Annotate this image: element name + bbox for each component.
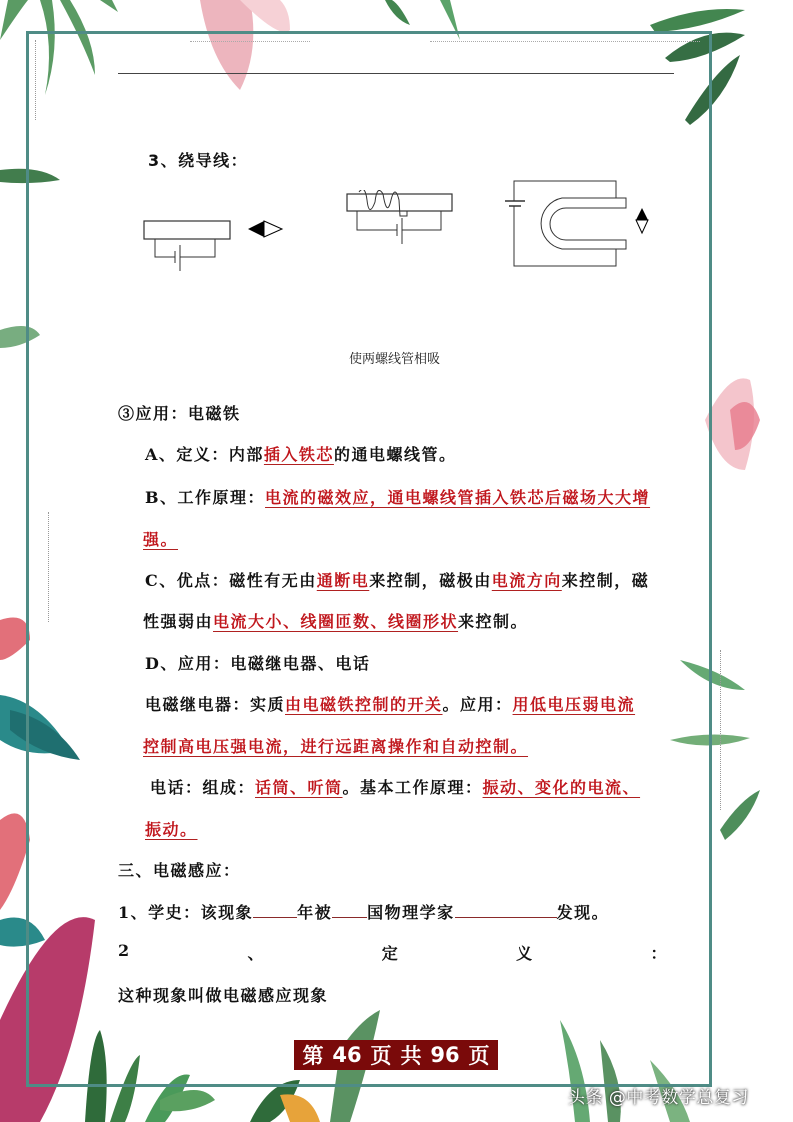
page-number-badge: 第 46 页 共 96 页 — [294, 1040, 498, 1070]
telephone-line: 电话：组成：话筒、听筒。基本工作原理：振动、变化的电流、 — [150, 778, 641, 797]
watermark: 头条 @中考数学总复习 — [568, 1088, 749, 1108]
u-electromagnet-diagram — [500, 175, 660, 275]
answer-phone-parts: 话筒、听筒 — [255, 778, 343, 797]
definition-justified-line: 2 、 定 义 ： — [118, 941, 668, 963]
answer-current-direction: 电流方向 — [491, 571, 562, 590]
definition-line: A、定义：内部插入铁芯的通电螺线管。 — [145, 445, 457, 464]
dotted-guide-left-lower — [48, 512, 49, 622]
induction-heading: 三、电磁感应： — [118, 861, 241, 880]
history-line: 1、学史：该现象 年被 国物理学家 发现。 — [118, 903, 610, 922]
attract-arrow-icon — [248, 221, 264, 237]
solenoid-diagram-1 — [140, 215, 290, 275]
diagram-caption: 使两螺线管相吸 — [349, 352, 441, 367]
header-rule — [118, 73, 674, 74]
answer-principle: 电流的磁效应，通电螺线管插入铁芯后磁场大大增 — [265, 488, 651, 507]
definition-text: 这种现象叫做电磁感应现象 — [118, 986, 329, 1005]
relay-line-2: 控制高电压强电流，进行远距离操作和自动控制。 — [143, 737, 529, 756]
answer-on-off: 通断电 — [316, 571, 370, 590]
advantages-line: C、优点：磁性有无由通断电来控制，磁极由电流方向来控制，磁 — [145, 571, 650, 590]
advantages-line-2: 性强弱由电流大小、线圈匝数、线圈形状来控制。 — [143, 612, 529, 631]
dotted-guide-top-right — [430, 41, 700, 42]
dotted-guide-left — [35, 40, 36, 120]
blank-year[interactable] — [253, 903, 297, 918]
relay-line: 电磁继电器：实质由电磁铁控制的开关。应用：用低电压弱电流 — [145, 695, 636, 714]
answer-strength-factors: 电流大小、线圈匝数、线圈形状 — [213, 612, 459, 631]
dotted-guide-top — [190, 41, 310, 42]
principle-line: B、工作原理：电流的磁效应，通电螺线管插入铁芯后磁场大大增 — [145, 488, 651, 507]
telephone-line-2: 振动。 — [145, 820, 198, 839]
blank-country[interactable] — [332, 903, 367, 918]
principle-line-2: 强。 — [143, 530, 179, 549]
uses-line: D、应用：电磁继电器、电话 — [145, 654, 371, 673]
attract-arrow-icon — [636, 208, 648, 220]
answer-relay-essence: 由电磁铁控制的开关 — [285, 695, 443, 714]
answer-iron-core: 插入铁芯 — [263, 445, 334, 464]
application-heading: ③应用：电磁铁 — [118, 404, 241, 423]
answer-relay-use: 用低电压弱电流 — [512, 695, 636, 714]
blank-physicist[interactable] — [455, 903, 557, 918]
dotted-guide-right — [720, 650, 721, 810]
answer-phone-principle: 振动、变化的电流、 — [482, 778, 641, 797]
solenoid-diagram-2 — [345, 190, 455, 250]
section-3-heading: 3、绕导线： — [148, 151, 249, 170]
